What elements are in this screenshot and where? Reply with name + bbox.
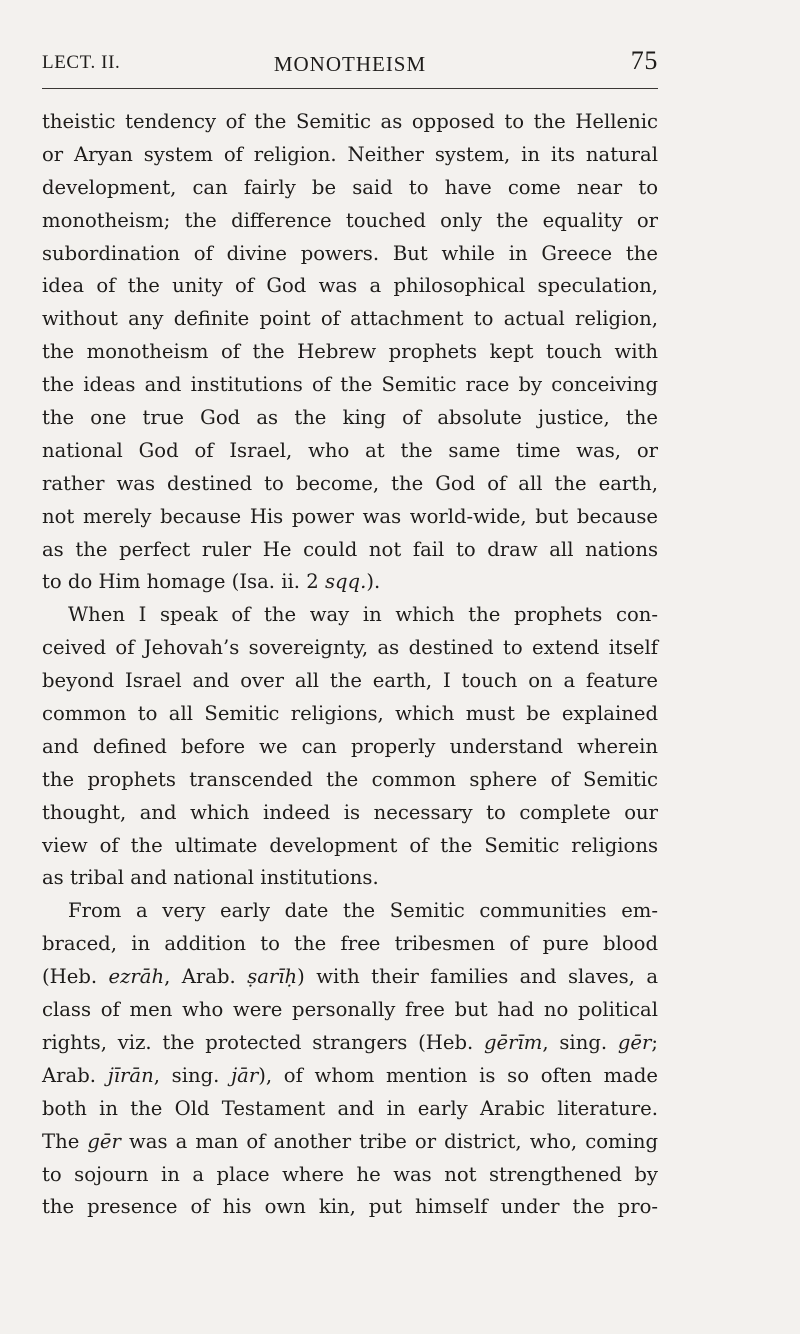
text-run: rights, viz. the protected strangers (Heb.	[42, 1030, 485, 1054]
page-number: 75	[630, 46, 658, 75]
text-line	[42, 501, 658, 534]
text-line	[42, 665, 658, 698]
text-line	[42, 599, 658, 632]
text-line	[42, 830, 658, 863]
text-run: rather was destined to become, the God of all the earth,	[42, 471, 658, 495]
text-run: the one true God as the king of absolute justice, the	[42, 406, 658, 430]
text-line	[42, 731, 658, 764]
text-run: as tribal and national institutions.	[42, 866, 379, 890]
text-run: view of the ultimate development of the Semitic religions	[42, 833, 658, 857]
text-run: the monotheism of the Hebrew prophets kept touch with	[42, 340, 658, 364]
text-line	[42, 139, 658, 172]
text-run: as the perfect ruler He could not fail to draw all nations	[42, 537, 658, 561]
text-run: ;	[651, 1030, 658, 1054]
text-run: thought, and which indeed is necessary to complete our	[42, 800, 658, 824]
italic-text: sqq.	[324, 570, 367, 594]
text-run: or Aryan system of religion. Neither system, in its natural	[42, 142, 658, 166]
text-line	[42, 270, 658, 303]
text-line	[42, 928, 658, 961]
text-line	[42, 106, 658, 139]
text-line	[42, 994, 658, 1027]
text-run: idea of the unity of God was a philosophical speculation,	[42, 274, 658, 298]
body-text	[42, 106, 658, 1224]
text-line	[42, 205, 658, 238]
text-line	[42, 698, 658, 731]
text-run: to do Him homage (Isa. ii. 2	[42, 570, 325, 594]
text-run: class of men who were personally free but had no political	[42, 998, 658, 1022]
italic-text: ezrāh	[108, 965, 165, 989]
text-line	[42, 862, 658, 895]
text-run: common to all Semitic religions, which must be explained	[42, 702, 658, 726]
text-line	[42, 435, 658, 468]
text-run: When I speak of the way in which the prophets con-	[68, 603, 658, 627]
text-run: subordination of divine powers. But while in Greece the	[42, 241, 658, 265]
text-line	[42, 172, 658, 205]
text-run: the ideas and institutions of the Semitic race by conceiving	[42, 373, 658, 397]
italic-text: gērīm	[484, 1030, 543, 1054]
text-run: development, can fairly be said to have come near to	[42, 175, 658, 199]
text-line	[42, 961, 658, 994]
text-run: ).	[366, 570, 381, 594]
italic-text: ṣarīḥ	[247, 965, 298, 989]
text-line	[42, 1060, 658, 1093]
text-run: without any definite point of attachment to actual religion,	[42, 307, 658, 331]
text-run: , sing.	[153, 1063, 232, 1087]
text-run: , Arab.	[164, 965, 248, 989]
header-rule	[42, 88, 658, 89]
text-line	[42, 1159, 658, 1192]
text-line	[42, 1027, 658, 1060]
text-line	[42, 764, 658, 797]
text-line	[42, 1126, 658, 1159]
page-title: MONOTHEISM	[273, 52, 427, 76]
text-run: national God of Israel, who at the same time was, or	[42, 438, 658, 462]
text-line	[42, 797, 658, 830]
text-run: not merely because His power was world-wide, but because	[42, 504, 658, 528]
text-line	[42, 566, 658, 599]
text-line	[42, 336, 658, 369]
text-run: and defined before we can properly understand wherein	[42, 734, 658, 758]
text-line	[42, 534, 658, 567]
text-run: Arab.	[42, 1063, 108, 1087]
text-run: both in the Old Testament and in early Arabic literature.	[42, 1096, 658, 1120]
text-run: ), of whom mention is so often made	[258, 1063, 658, 1087]
italic-text: jār	[231, 1063, 259, 1087]
text-run: , sing.	[542, 1030, 618, 1054]
text-line	[42, 402, 658, 435]
text-run: braced, in addition to the free tribesmen of pure blood	[42, 932, 658, 956]
italic-text: gēr	[617, 1030, 652, 1054]
text-line	[42, 468, 658, 501]
text-run: monotheism; the difference touched only the equality or	[42, 208, 658, 232]
text-line	[42, 632, 658, 665]
text-run: ) with their families and slaves, a	[297, 965, 658, 989]
text-line	[42, 1093, 658, 1126]
text-line	[42, 369, 658, 402]
text-run: beyond Israel and over all the earth, I touch on a feature	[42, 669, 658, 693]
italic-text: gēr	[87, 1129, 121, 1153]
text-run: the prophets transcended the common sphere of Semitic	[42, 767, 658, 791]
text-run: (Heb.	[42, 965, 109, 989]
running-head	[42, 46, 658, 82]
lecture-label: LECT. II.	[42, 52, 121, 73]
text-line	[42, 1191, 658, 1224]
text-line	[42, 895, 658, 928]
text-run: the presence of his own kin, put himself under the pro-	[42, 1195, 658, 1219]
italic-text: jīrān	[107, 1063, 154, 1087]
text-run: ceived of Jehovah’s sovereignty, as destined to extend itself	[42, 636, 658, 660]
text-run: theistic tendency of the Semitic as opposed to the Hellenic	[42, 110, 658, 133]
text-line	[42, 238, 658, 271]
text-run: The	[42, 1129, 88, 1153]
text-run: From a very early date the Semitic communities em-	[68, 899, 658, 923]
text-line	[42, 303, 658, 336]
text-run: to sojourn in a place where he was not strengthened by	[42, 1162, 658, 1186]
text-run: was a man of another tribe or district, who, coming	[120, 1129, 659, 1153]
